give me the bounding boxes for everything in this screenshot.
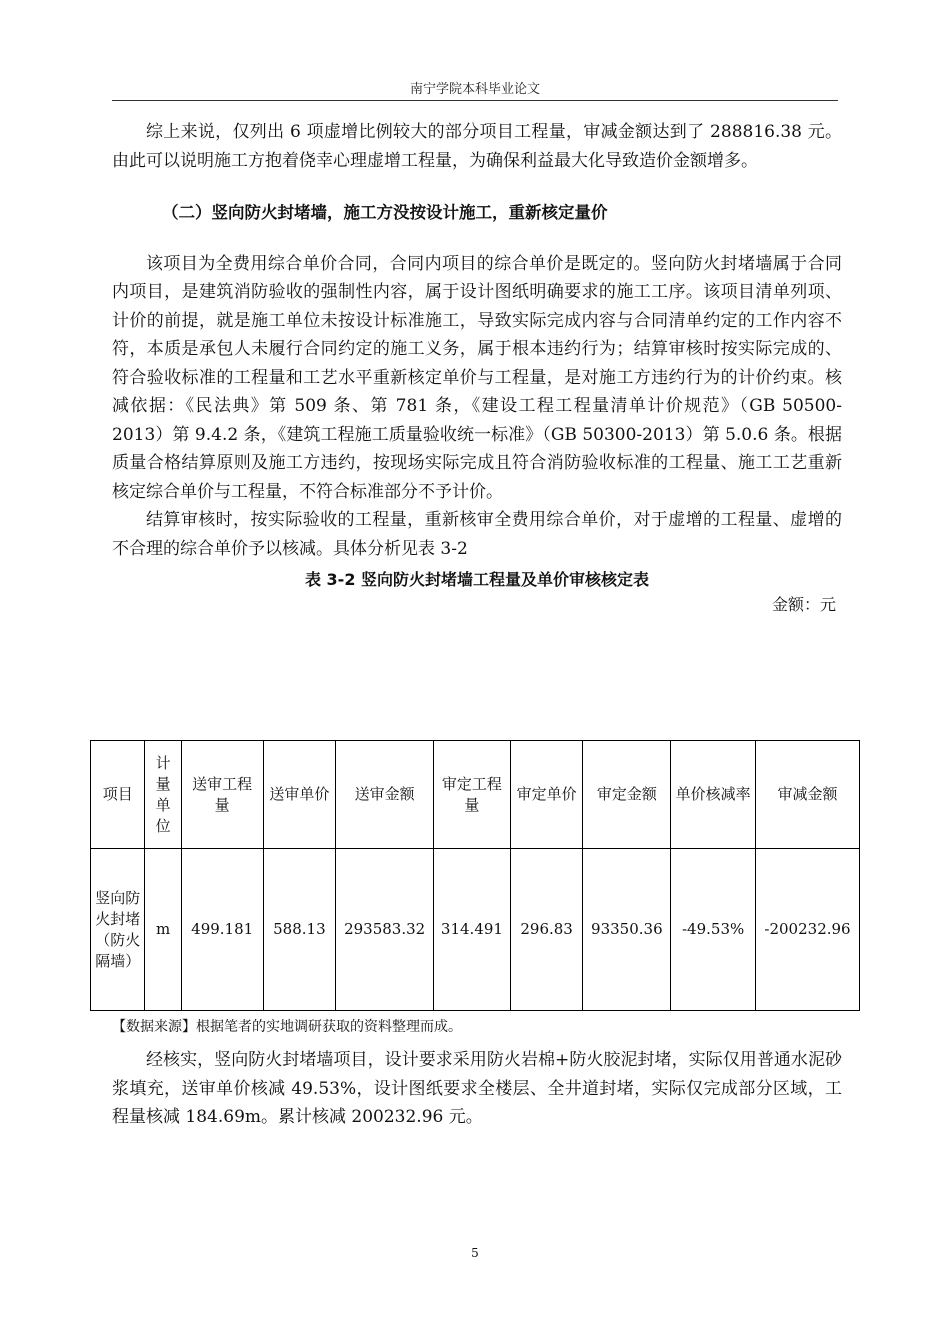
header-rule	[112, 100, 838, 101]
table-cell: -200232.96	[756, 849, 860, 1011]
table-title: 表 3-2 竖向防火封堵墙工程量及单价审核核定表	[304, 570, 650, 589]
paragraph-conclusion: 经核实，竖向防火封堵墙项目，设计要求采用防火岩棉+防火胶泥封堵，实际仅用普通水泥砂浆填充，送审单价核减 49.53%，设计图纸要求全楼层、全井道封堵，实际仅完成部分区域，工程量核减 184.69m。累计核减 200232.96 元。	[112, 1050, 842, 1127]
table-cell: 93350.36	[583, 849, 671, 1011]
paragraph-analysis: 该项目为全费用综合单价合同，合同内项目的综合单价是既定的。竖向防火封堵墙属于合同内项目，是建筑消防验收的强制性内容，属于设计图纸明确要求的施工工序。该项目清单列项、计价的前提，就是施工单位未按设计标准施工，导致实际完成内容与合同清单约定的工作内容不符，本质是承包人未履行合同约定的施工义务，属于根本违约行为；结算审核时按实际完成的、符合验收标准的工程量和工艺水平重新核定单价与工程量，是对施工方违约行为的计价约束。核减依据：《民法典》第 509 条、第 781 条，《建设工程工程量清单计价规范》（GB 50500-2013）第 9.4.2 条，《建筑工程施工质量验收统一标准》（GB 50300-2013）第 5.0.6 条。根据质量合格结算原则及施工方违约，按现场实际完成且符合消防验收标准的工程量、施工工艺重新核定综合单价与工程量，不符合标准部分不予计价。	[112, 253, 842, 502]
table-cell: 293583.32	[336, 849, 434, 1011]
table-row	[91, 849, 860, 1011]
page-number: 5	[471, 1246, 479, 1260]
table-cell: -49.53%	[671, 849, 756, 1011]
page-header: 南宁学院本科毕业论文	[409, 82, 540, 97]
header-cell: 计量单位	[145, 741, 181, 849]
table-unit: 金额：元	[771, 595, 836, 614]
table-cell: 296.83	[510, 849, 583, 1011]
header-cell: 送审工程量	[181, 741, 263, 849]
header-cell: 审定单价	[510, 741, 583, 849]
audit-table	[90, 740, 860, 1011]
table-cell: 314.491	[434, 849, 511, 1011]
header-cell: 送审金额	[336, 741, 434, 849]
paragraph-audit: 结算审核时，按实际验收的工程量，重新核审全费用综合单价，对于虚增的工程量、虚增的不合理的综合单价予以核减。具体分析见表 3-2	[112, 510, 842, 559]
paragraph-summary: 综上来说，仅列出 6 项虚增比例较大的部分项目工程量，审减金额达到了 288816.38 元。由此可以说明施工方抱着侥幸心理虚增工程量，为确保利益最大化导致造价金额增多。	[112, 122, 842, 171]
table-cell: 499.181	[181, 849, 263, 1011]
data-source-note: 【数据来源】根据笔者的实地调研获取的资料整理而成。	[112, 1019, 462, 1035]
header-cell: 送审单价	[263, 741, 336, 849]
header-cell: 项目	[91, 741, 145, 849]
table-cell: 竖向防火封堵（防火隔墙）	[91, 849, 145, 1011]
header-cell: 审定金额	[583, 741, 671, 849]
table-cell: 588.13	[263, 849, 336, 1011]
section-title: （二）竖向防火封堵墙，施工方没按设计施工，重新核定量价	[162, 203, 608, 222]
conclusion-block	[112, 1046, 842, 1132]
header-cell: 单价核减率	[671, 741, 756, 849]
header-cell: 审定工程量	[434, 741, 511, 849]
main-content	[112, 118, 842, 617]
header-cell: 审减金额	[756, 741, 860, 849]
table-header-row	[91, 741, 860, 849]
table-cell: m	[145, 849, 181, 1011]
